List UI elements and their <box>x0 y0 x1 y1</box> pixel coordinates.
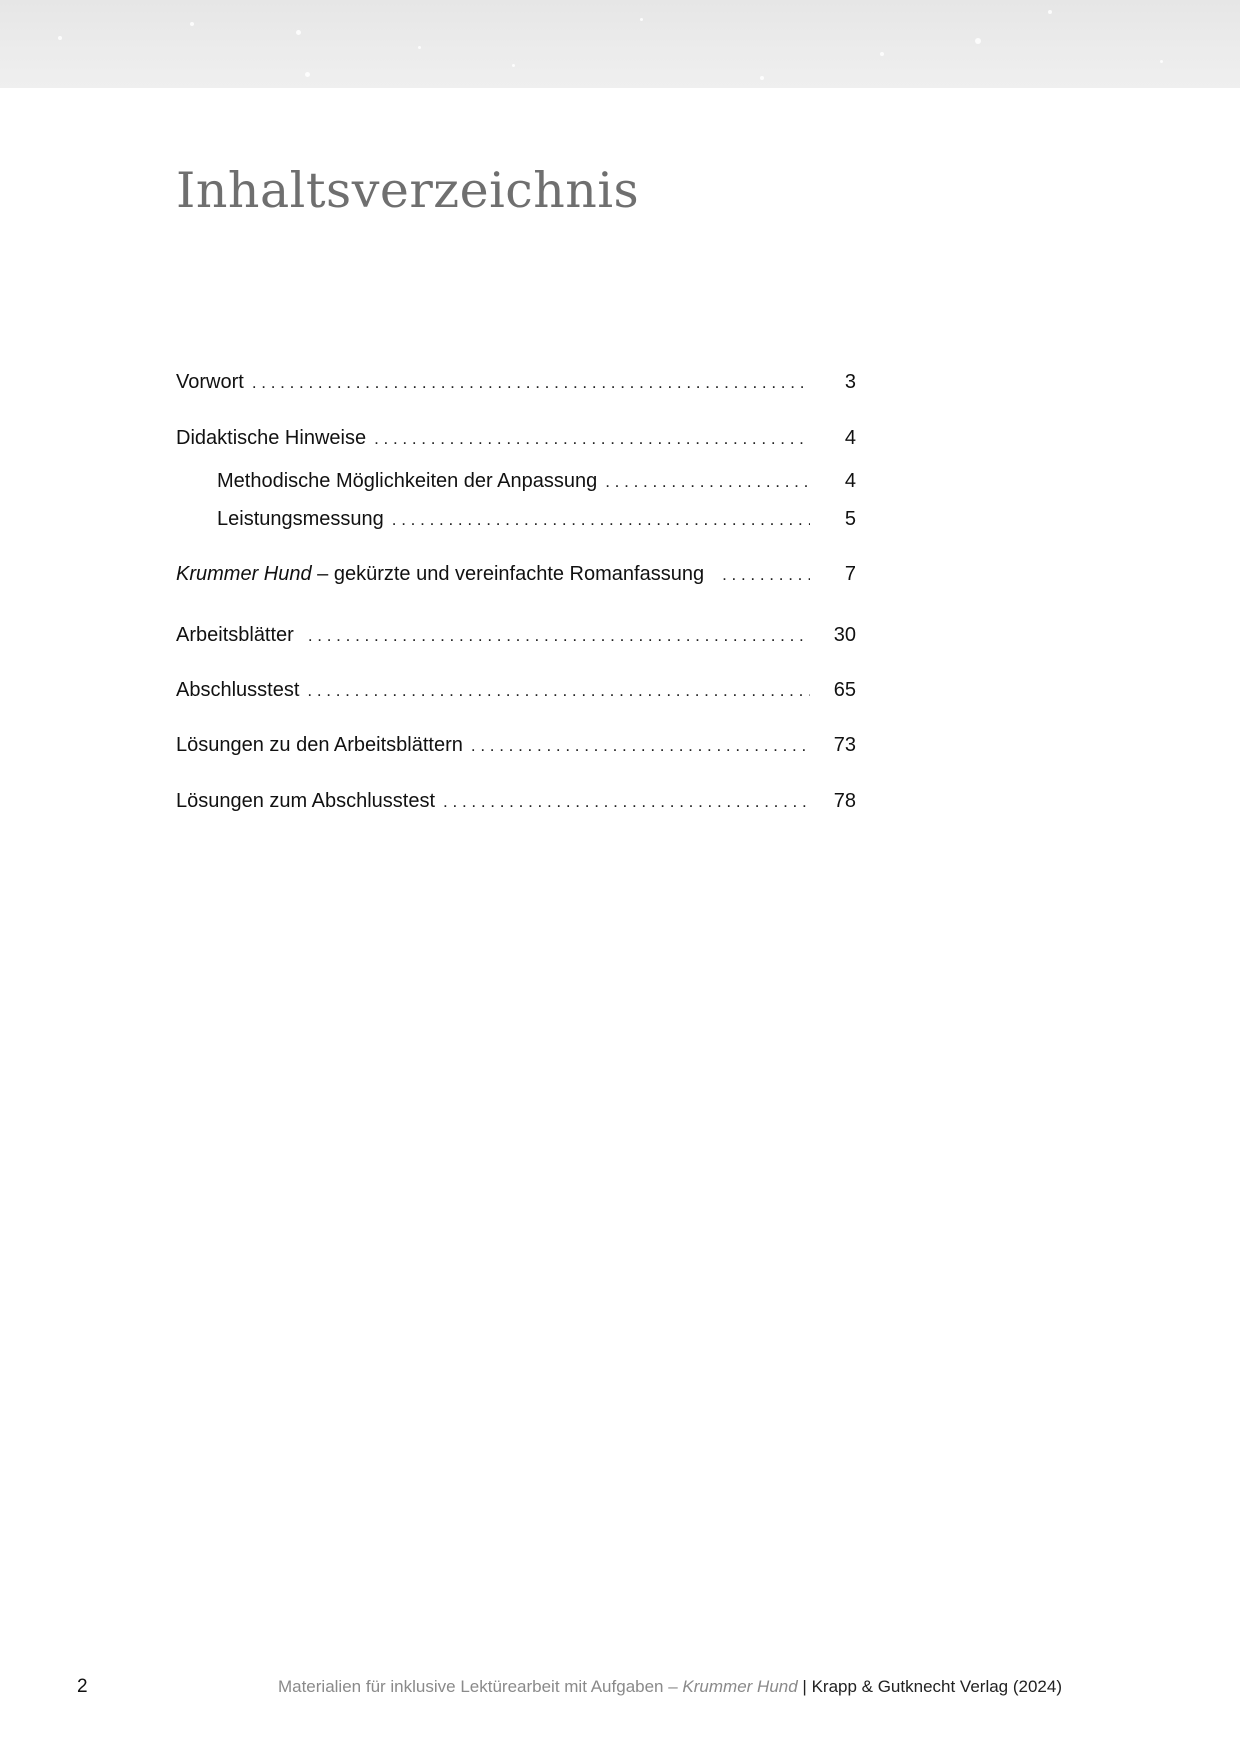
toc-leader-dots <box>471 731 810 761</box>
toc-entry-label: Abschlusstest <box>176 679 300 701</box>
toc-entry-label: Leistungsmessung <box>217 508 384 530</box>
snow-speck <box>1160 60 1163 63</box>
toc-entry-label: Vorwort <box>176 371 244 393</box>
toc-page-number: 65 <box>833 679 856 701</box>
toc-entry-loesungen-arbeitsblaetter[interactable] <box>176 730 856 760</box>
toc-subentry-leistungsmessung[interactable] <box>217 504 856 534</box>
toc-entry-label-rest: – gekürzte und vereinfachte Romanfassung <box>311 563 705 585</box>
toc-leader-dots <box>392 505 810 535</box>
toc-entry-romanfassung[interactable] <box>176 559 856 589</box>
toc-leader-dots <box>252 368 810 398</box>
toc-leader-dots <box>374 424 810 454</box>
toc-page-number: 4 <box>844 427 856 449</box>
table-of-contents <box>176 0 856 900</box>
toc-page-number: 4 <box>844 470 856 492</box>
toc-leader-dots <box>605 467 810 497</box>
toc-entry-label: Lösungen zu den Arbeitsblättern <box>176 734 463 756</box>
toc-page-number: 7 <box>844 563 856 585</box>
toc-leader-dots <box>307 676 810 706</box>
toc-page-number: 78 <box>833 790 856 812</box>
toc-leader-dots <box>443 787 810 817</box>
footer-book-title: Krummer Hund <box>682 1677 798 1696</box>
toc-page-number: 30 <box>833 624 856 646</box>
toc-entry-loesungen-abschlusstest[interactable] <box>176 786 856 816</box>
toc-leader-dots <box>722 560 810 590</box>
page-footer <box>0 1676 1240 1706</box>
toc-page-number: 3 <box>844 371 856 393</box>
toc-entry-label: Arbeitsblätter <box>176 624 294 646</box>
book-title-italic: Krummer Hund <box>176 563 312 585</box>
footer-separator: | <box>797 1677 812 1696</box>
snow-speck <box>880 52 884 56</box>
toc-entry-label: Didaktische Hinweise <box>176 427 367 449</box>
footer-series-text: Materialien für inklusive Lektürearbeit mit Aufgaben – <box>277 1677 683 1696</box>
toc-subentry-methodische-moeglichkeiten[interactable] <box>217 466 856 496</box>
page-title: Inhaltsverzeichnis <box>176 162 640 219</box>
toc-entry-didaktische-hinweise[interactable] <box>176 423 856 453</box>
footer-citation <box>278 1677 1062 1697</box>
toc-entry-abschlusstest[interactable] <box>176 675 856 705</box>
footer-page-number: 2 <box>77 1676 88 1697</box>
toc-leader-dots <box>308 621 810 651</box>
toc-entry-label: Methodische Möglichkeiten der Anpassung <box>217 470 598 492</box>
toc-page-number: 73 <box>833 734 856 756</box>
snow-speck <box>1048 10 1052 14</box>
toc-entry-arbeitsblaetter[interactable] <box>176 620 856 650</box>
toc-entry-label <box>176 559 704 589</box>
toc-entry-label: Lösungen zum Abschlusstest <box>176 790 436 812</box>
toc-page-number: 5 <box>844 508 856 530</box>
footer-publisher: Krapp & Gutknecht Verlag (2024) <box>811 1677 1062 1696</box>
snow-speck <box>975 38 981 44</box>
snow-speck <box>58 36 62 40</box>
toc-entry-vorwort[interactable] <box>176 367 856 397</box>
